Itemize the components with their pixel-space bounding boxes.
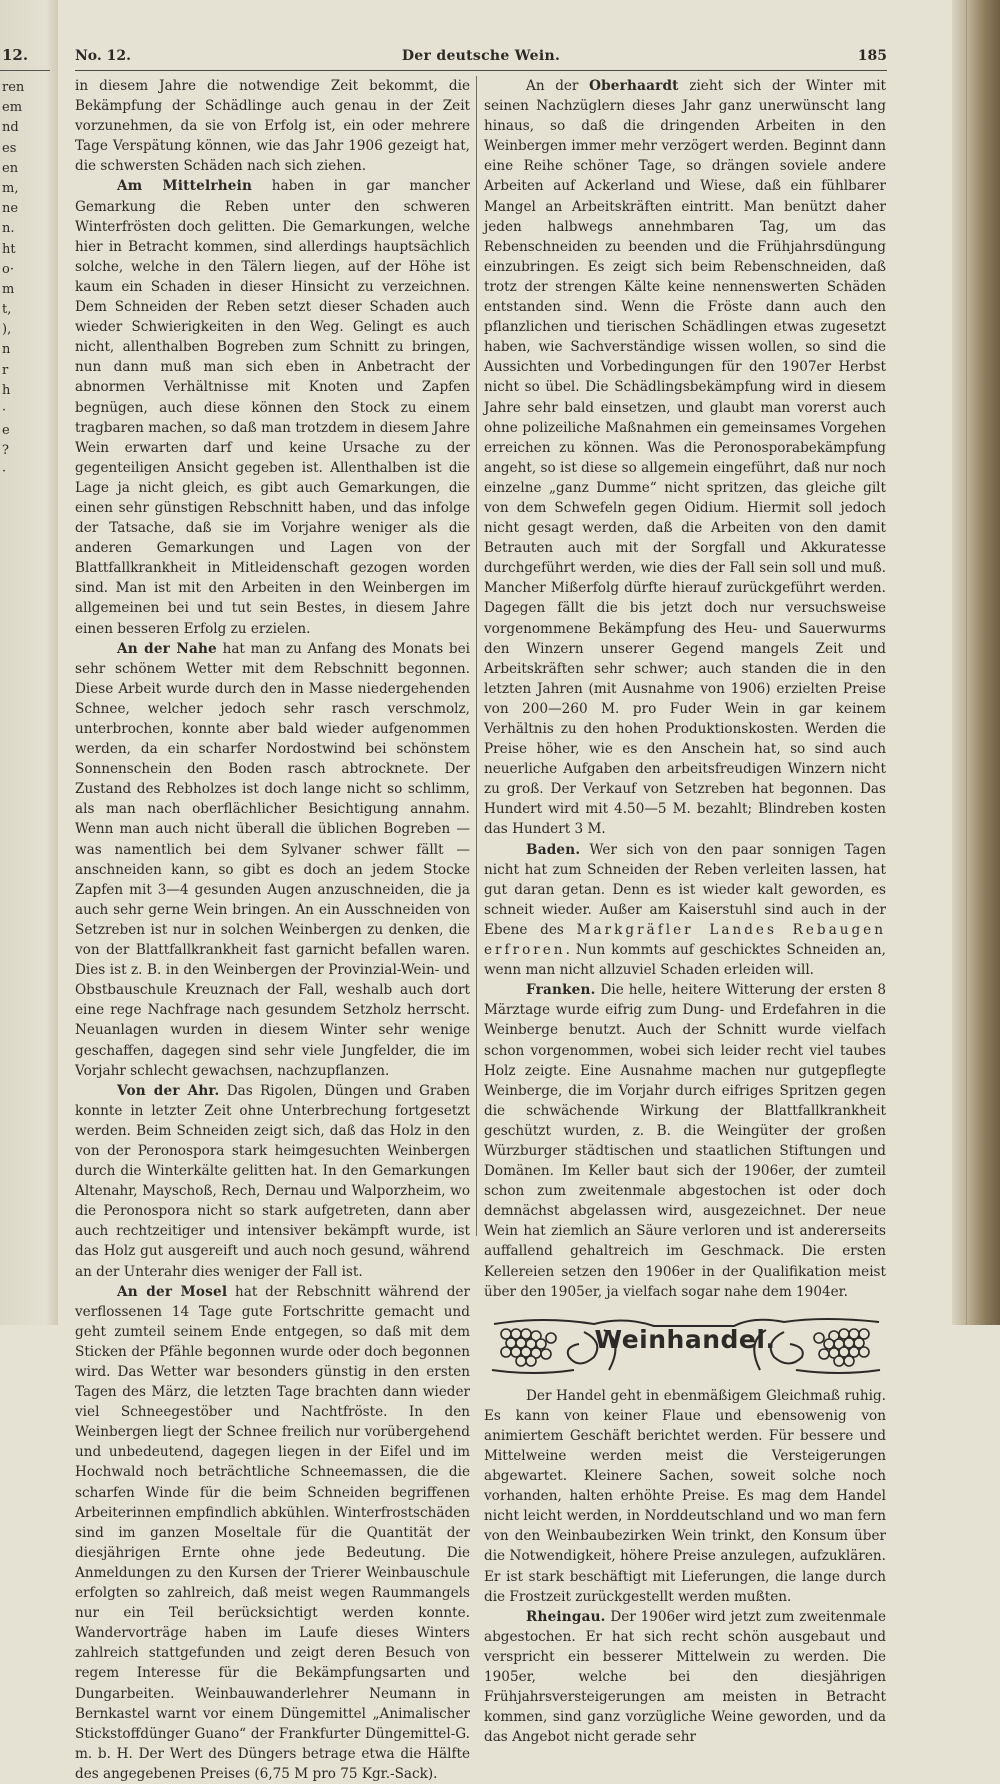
paragraph-nahe <box>75 639 470 1081</box>
previous-page-fragment: h <box>2 382 11 398</box>
previous-page-fragment: n. <box>2 221 15 237</box>
paragraph-text: Der 1906er wird jetzt zum zweitenmale abgestochen. Er hat sich recht schön ausgebaut und verspricht ein besserer Mittelwein zu werden. Die 1905er, welche bei den diesjährigen Frühjahrsversteigerungen am meisten in Betracht kommen, sind ganz vorzügliche Weine geworden, und da das Angebot nicht gerade sehr <box>484 1608 886 1746</box>
left-column <box>75 76 470 1784</box>
previous-page-fragment: · <box>2 403 7 418</box>
previous-page-fragment: em <box>2 100 23 116</box>
region-heading: Rheingau. <box>526 1608 606 1625</box>
region-heading: An der Nahe <box>117 640 217 657</box>
grape-icon <box>834 1356 844 1366</box>
issue-number: No. 12. <box>75 48 131 64</box>
grape-icon <box>819 1349 829 1359</box>
grape-icon <box>541 1349 551 1359</box>
page-number: 185 <box>857 48 887 64</box>
paragraph-text: zieht sich der Winter mit seinen Nachzüglern dieses Jahr ganz unerwünscht lang hinaus, so daß die dringenden Arbeiten in den Weinbergen immer mehr verzögert werden. Beginnt dann eine Reihe schöner Tage, so drängen soviele andere Arbeiten auf Ackerland und Wiese, daß ein fühlbarer Mangel an Arbeitskräften eintritt. Man benützt daher jeden halbwegs annehmbaren Tag, um das Rebenschneiden zu beenden und die Frühjahrsdüngung einzubringen. Es zeigt sich beim Rebenschneiden, daß trotz der strengen Kälte keine nennenswerten Schäden entstanden sind. Wenn die Fröste dann auch den pflanzlichen und tierischen Schädlingen etwas zugesetzt haben, wie Sachverständige wissen wollen, so sind die Aussichten und Vorbedingungen für den 1907er Herbst nicht so übel. Die Schädlingsbekämpfung wird in diesem Jahre sehr bald einsetzen, und glaubt man vorerst auch ohne polizeiliche Maßnahmen ein gemeinsames Vorgehen erreichen zu können. Was die Peronosporabekämpfung angeht, so ist diese so allgemein eingeführt, daß nur noch einzelne „ganz Dumme“ nicht spritzen, das gleiche gilt von dem Schwefeln gegen Oidium. Hiermit soll jedoch nicht gesagt werden, daß die Arbeiten von den damit Betrauten auch mit der Sorgfall und Akkuratesse durchgeführt werden, wie dies der Fall sein soll und muß. Mancher Mißerfolg dürfte hierauf zurückgeführt werden. Dagegen fällt die bis jetzt doch nur versuchsweise vorgenommene Bekämpfung des Heu- und Sauerwurms den Winzern unserer Gegend mangels Zeit und Arbeitskräften sehr schwer; auch standen die in den letzten Jahren (mit Ausnahme von 1906) erzielten Preise von 200—260 M. pro Fuder Wein in gar keinem Verhältnis zu den hohen Produktionskosten. Werden die Preise höher, wie es den Anschein hat, so sind auch neuerliche Aufgaben den arbeitsfreudigen Winzern nicht zu groß. Der Verkauf von Setzreben hat begonnen. Das Hundert wird mit 4.50—5 M. bezahlt; Blindreben kosten das Hundert 3 M. <box>484 78 887 838</box>
region-heading: Baden. <box>526 841 581 858</box>
column-divider <box>476 76 477 1236</box>
region-heading: An der Mosel <box>117 1283 228 1300</box>
book-binding-edge <box>952 0 1000 1325</box>
paragraph-text: haben in gar mancher Gemarkung die Reben unter den schweren Winterfrösten doch gelitten. Die Gemarkungen, welche hier in Betracht kommen, sind allerdings hauptsächlich solche, welche in den Tälern liegen, auf der Höhe ist kaum ein Schaden in dieser Hinsicht zu verzeichnen. Dem Schneiden der Reben setzt dieser Schaden auch wieder Schwierigkeiten in den Weg. Gelingt es auch nicht, allenthalben Bogreben zum Schnitt zu bringen, nun dann muß man sich eben in Anbetracht der abnormen Verhältnisse mit Knoten und Zapfen begnügen, auch diese können den Stock zu einem tragbaren machen, so daß man trotzdem in diesem Jahre Wein erwarten darf und keine Ursache zu der gegenteiligen Ansicht gegeben ist. Allenthalben ist die Lage ja nicht gleich, es gibt auch Gemarkungen, die einen sehr günstigen Rebschnitt haben, und das infolge der Tatsache, daß sie im Vorjahre weniger als die anderen Gemarkungen und Lagen von der Blattfallkrankheit in Mitleidenschaft gezogen worden sind. Man ist mit den Arbeiten in den Weinbergen im allgemeinen bei und tut sein Bestes, in diesem Jahre einen besseren Erfolg zu erzielen. <box>75 178 470 637</box>
previous-page-fragment: m <box>2 281 15 297</box>
paragraph-text: in diesem Jahre die notwendige Zeit bekommt, die Bekämpfung der Schädlinge auch genau in der Zeit vorzunehmen, da sie von Erfolg ist, ein oder mehrere Tage Verspätung können, wie das Jahr 1906 gezeigt hat, die schwersten Schäden nach sich ziehen. <box>75 78 470 175</box>
region-heading: Am Mittelrhein <box>117 178 253 195</box>
previous-page-header: 12. <box>2 46 29 64</box>
previous-page-fragment: ht <box>2 241 16 257</box>
previous-page-fragment: m, <box>2 180 19 196</box>
paragraph-baden <box>484 840 886 981</box>
paragraph-rheingau <box>484 1607 886 1748</box>
previous-page-rule <box>0 70 50 71</box>
previous-page-fragment: r <box>2 362 9 378</box>
previous-page-fragment: · <box>2 463 7 479</box>
paragraph-text: hat der Rebschnitt während der verflossenen 14 Tage gute Fortschritte gemacht und geht zumteil seinem Ende entgegen, so daß mit dem Sticken der Pfähle begonnen wurde oder doch begonnen wird. Das Wetter war besonders günstig in den ersten Tagen des März, die letzten Tage brachten dann wieder viel Schneegestöber und Nachtfröste. In den Weinbergen liegt der Schnee freilich nur vorübergehend und unbedeutend, dagegen liegen in der Eifel und im Hochwald noch beträchtliche Schneemassen, die die scharfen Winde für die beim Schneiden begriffenen Arbeiterinnen empfindlich abkühlen. Winterfrostschäden sind im ganzen Moseltale für die Quantität der diesjährigen Ernte ohne jede Bedeutung. Die Anmeldungen zu den Kursen der Trierer Weinbauschule erfolgten so zahlreich, daß meist wegen Raummangels nur ein Teil berücksichtigt werden konnte. Wandervorträge haben im Laufe dieses Winters zahlreich stattgefunden und zeigt deren Besuch von regem Interesse für die Bekämpfungsarten und Dungarbeiten. Weinbauwanderlehrer Neumann in Bernkastel warnt vor einem Düngemittel „Animalischer Stickstoffdünger Guano“ der Frankfurter Düngemittel-G. m. b. H. Der Wert des Düngers betrage etwa die Hälfte des angegebenen Preises (6,75 M pro 75 Kgr.-Sack). <box>75 1283 470 1782</box>
previous-page-fragment: t, <box>2 302 12 318</box>
previous-page-edge <box>0 0 58 1325</box>
paragraph-text: Das Rigolen, Düngen und Graben konnte in letzter Zeit ohne Unterbrechung fortgesetzt werden. Beim Schneiden zeigt sich, daß das Holz in den von der Peronospora stark heimgesuchten Weinbergen durch die Winterkälte gelitten hat. In den Gemarkungen Altenahr, Mayschoß, Rech, Dernau und Walporzheim, wo die Peronospora nicht so stark aufgetreten, dann aber auch rechtzeitiger und intensiver bekämpft wurde, ist das Holz gut ausgereift und auch noch gesund, während an der Unterahr dies weniger der Fall ist. <box>75 1082 471 1280</box>
paragraph-text: . Nun kommts auf geschicktes Schneiden an, wenn man nicht allzuviel Schaden erleiden will. <box>484 942 886 979</box>
previous-page-fragment: ? <box>2 443 9 459</box>
paragraph-oberhaardt <box>484 76 886 840</box>
previous-page-fragment: ), <box>2 322 12 338</box>
previous-page-fragment: n <box>2 342 11 358</box>
grape-icon <box>526 1356 536 1366</box>
paragraph-text: hat man zu Anfang des Monats bei sehr schönem Wetter mit dem Rebschnitt begonnen. Diese Arbeit wurde durch den in Masse niedergehenden Schnee, welcher jedoch sehr rasch verschmolz, unterbrochen, konnte aber bald wieder aufgenommen werden, da ein scharfer Nordostwind bei schönstem Sonnenschein den Boden rasch abtrocknete. Der Zustand des Rebholzes ist doch lange nicht so schlimm, als man nach oberflächlicher Besichtigung annahm. Wenn man auch nicht überall die üblichen Bogreben — was namentlich bei dem Sylvaner schwer fällt — anschneiden kann, so gibt es doch an jedem Stocke Zapfen mit 3—4 gesunden Augen anzuschneiden, die ja auch sehr gerne Wein bringen. An ein Ausschneiden von Setzreben ist nur in solchen Weinbergen zu denken, die von der Blattfallkrankheit fast garnicht befallen waren. Dies ist z. B. in den Weinbergen der Provinzial-Wein- und Obstbauschule Kreuznach der Fall, weshalb auch dort eine rege Nachfrage nach gesundem Setzholz herrscht. Neuanlagen wurden in diesem Winter sehr wenige geschaffen, dagegen sind sehr viele Jungfelder, die im Vorjahr schlecht gewachsen, nachzupflanzen. <box>75 640 470 1079</box>
region-heading: Oberhaardt <box>589 78 679 94</box>
paragraph-franken <box>484 980 886 1302</box>
paragraph-handel <box>484 1386 886 1607</box>
right-column <box>484 76 886 1747</box>
grape-icon <box>844 1356 854 1366</box>
previous-page-fragment: e <box>2 423 10 439</box>
previous-page-fragment: ne <box>2 201 19 217</box>
journal-title: Der deutsche Wein. <box>401 48 561 64</box>
previous-page-fragment: o· <box>2 261 14 277</box>
previous-page-fragment: nd <box>2 120 19 136</box>
previous-page-fragment: ren <box>2 80 25 95</box>
previous-page-fragments <box>2 78 24 482</box>
section-ornament <box>484 1312 886 1378</box>
spaced-emphasis: Markgräfler Landes Rebaugen erfroren <box>484 921 886 959</box>
paragraph-mittelrhein <box>75 176 470 638</box>
previous-page-fragment: en <box>2 160 19 176</box>
region-heading: Von der Ahr. <box>117 1082 220 1099</box>
paragraph-text: Der Handel geht in ebenmäßigem Gleichmaß ruhig. Es kann von keiner Flaue und ebensowenig von animiertem Geschäft berichtet werden. Für bessere und Mittelweine werden meist die Versteigerungen abgewartet. Kleinere Sachen, soweit solche noch vorhanden, halten erhöhte Preise. Es mag dem Handel nicht leicht werden, in Norddeutschland und wo man fern von den Weinbaubezirken Wein trinkt, den Konsum über die Notwendigkeit, höhere Preise anzulegen, aufzuklären. Er ist stark beschäftigt mit Lieferungen, die lange durch die Frostzeit zurückgestellt werden mußten. <box>484 1387 886 1605</box>
previous-page-fragment: es <box>2 140 17 156</box>
paragraph-text: Wer sich von den paar sonnigen Tagen nicht hat zum Schneiden der Reben verleiten lassen, hat gut daran getan. Denn es ist wieder kalt geworden, es schneit wieder. Außer am Kaiserstuhl sind auch in der Ebene des <box>484 841 886 938</box>
header-rule <box>75 70 887 71</box>
grape-icon <box>516 1356 526 1366</box>
paragraph-ahr <box>75 1081 470 1282</box>
paragraph-continuation <box>75 76 470 176</box>
paragraph-mosel <box>75 1282 470 1784</box>
page-header <box>75 46 887 68</box>
heading-prefix: An der <box>526 78 590 94</box>
region-heading: Franken. <box>526 982 596 999</box>
paragraph-text: Die helle, heitere Witterung der ersten 8 Märztage wurde eifrig zum Dung- und Erdefahren in die Weinberge benutzt. Auch der Schnitt wurde vielfach schon vorgenommen, wobei sich leider recht viel taubes Holz zeigte. Eine Ausnahme machen nur gutgepflegte Weinberge, die im Vorjahr durch eifriges Spritzen gegen die schwächende Wirkung der Blattfallkrankheit geschützt wurden, z. B. die Weingüter der großen Würzburger städtischen und staatlichen Stiftungen und Domänen. Im Keller baut sich der 1906er, der zumteil schon zum zweitenmale abgestochen ist oder doch demnächst abgelassen wird, ausgezeichnet. Der neue Wein hat ziemlich an Säure verloren und ist andererseits auffallend gehaltreich im Geschmack. Die ersten Kellereien setzen den 1906er in der Qualifikation meist über den 1905er, ja vielfach sogar nahe dem 1904er. <box>484 982 886 1300</box>
section-heading-weinhandel: Weinhandel. <box>594 1324 776 1354</box>
